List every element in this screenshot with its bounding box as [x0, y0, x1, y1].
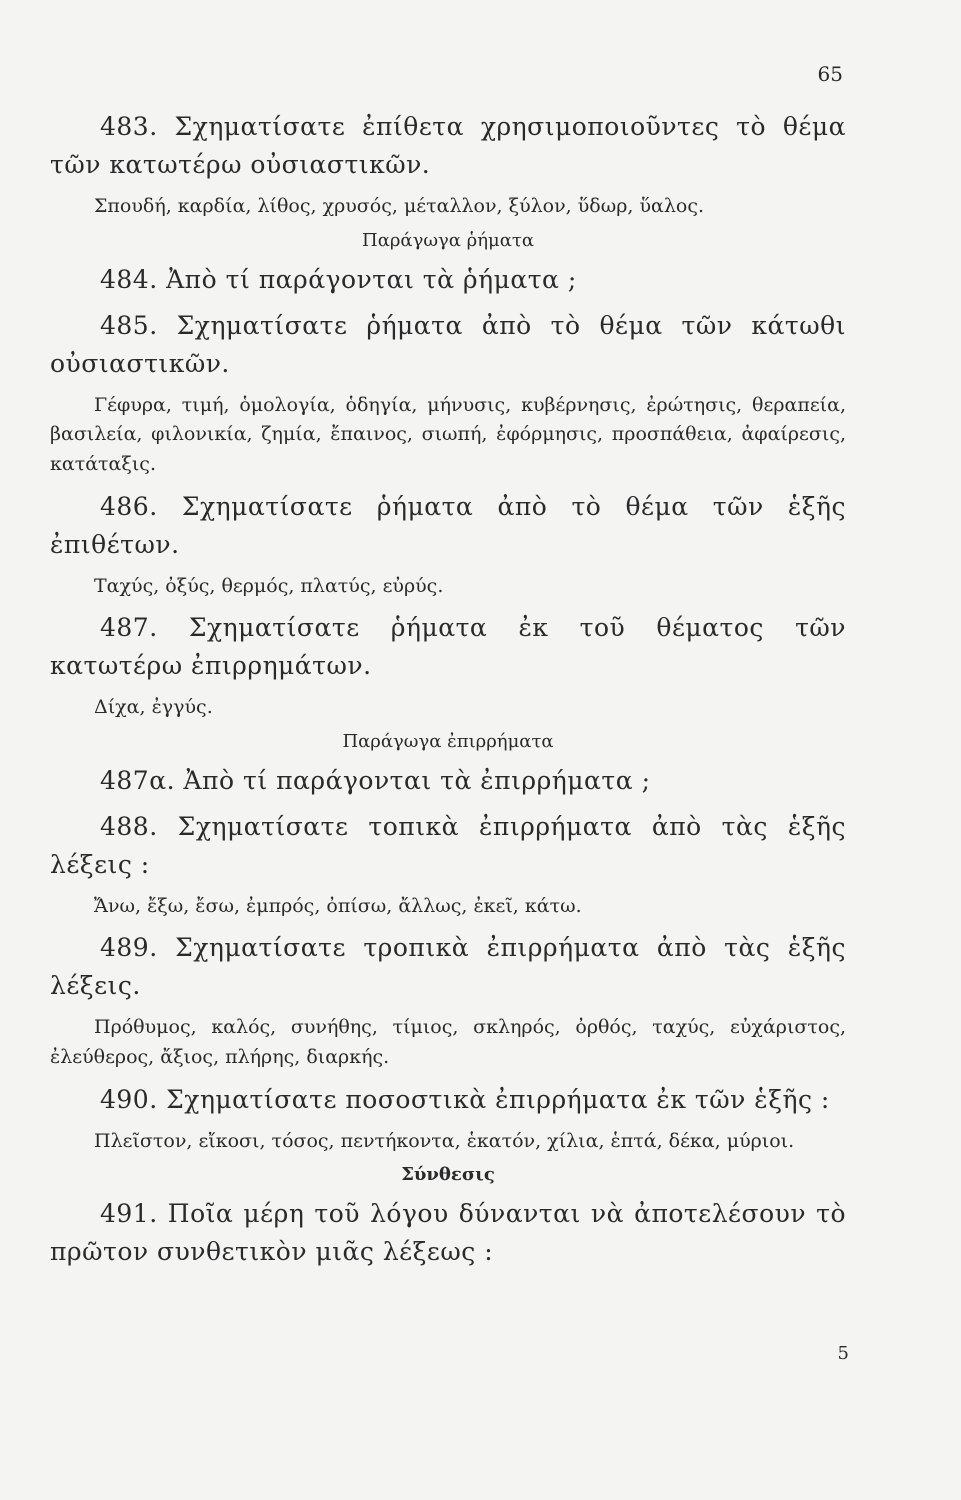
word-list-text: Γέφυρα, τιμή, ὁμολογία, ὁδηγία, μήνυσις, κυβέρνησις, ἐρώτησις, θεραπεία, βασιλεία, φιλονικία, ζημία, ἔπαινος, σιωπή, ἐφόρμησις, προσπάθεια, ἀφαίρεσις, κατάταξις. [50, 393, 846, 475]
exercise-487 [50, 609, 846, 685]
exercise-485 [50, 307, 846, 383]
word-list-486 [50, 572, 846, 602]
exercise-487a [50, 762, 846, 800]
section-heading-adverbs: Παράγωγα ἐπιρρήματα [342, 730, 554, 752]
exercise-text: Σχηματίσατε τοπικὰ ἐπιρρήματα ἀπὸ τὰς ἑξῆς λέξεις : [50, 811, 846, 879]
exercise-number: 483. [100, 112, 158, 141]
exercise-number: 490. [100, 1084, 158, 1114]
exercise-text: Ἀπὸ τί παράγονται τὰ ἐπιρρήματα ; [183, 765, 651, 795]
section-heading-composition: Σύνθεσις [401, 1164, 495, 1186]
exercise-text: Ἀπὸ τί παράγονται τὰ ῥήματα ; [166, 264, 577, 294]
word-list-text: Ἄνω, ἔξω, ἔσω, ἐμπρός, ὀπίσω, ἄλλως, ἐκεῖ, κάτω. [94, 894, 582, 917]
exercise-490 [50, 1081, 846, 1119]
word-list-487 [50, 693, 846, 723]
exercise-number: 486. [100, 491, 158, 521]
word-list-text: Σπουδή, καρδία, λίθος, χρυσός, μέταλλον, ξύλον, ὕδωρ, ὕαλος. [94, 195, 705, 217]
page-number-bottom: 5 [837, 1343, 849, 1364]
exercise-484 [50, 261, 846, 299]
exercise-number: 487α. [100, 765, 176, 795]
word-list-488 [50, 892, 846, 922]
section-heading-verbs: Παράγωγα ῥήματα [362, 229, 534, 251]
word-list-text: Ταχύς, ὀξύς, θερμός, πλατύς, εὐρύς. [94, 574, 444, 597]
exercise-number: 484. [100, 264, 158, 294]
exercise-text: Σχηματίσατε ἐπίθετα χρησιμοποιοῦντες τὸ θέμα τῶν κατωτέρω οὐσιαστικῶν. [50, 112, 846, 179]
word-list-text: Πρόθυμος, καλός, συνήθης, τίμιος, σκληρός, ὀρθός, ταχύς, εὐχάριστος, ἐλεύθερος, ἄξιος, πλήρης, διαρκής. [50, 1016, 846, 1068]
exercise-483 [50, 108, 846, 184]
exercise-486 [50, 488, 846, 564]
word-list-483 [50, 192, 846, 222]
exercise-text: Σχηματίσατε ῥήματα ἀπὸ τὸ θέμα τῶν κάτωθι οὐσιαστικῶν. [50, 310, 846, 378]
exercise-489 [50, 929, 846, 1005]
exercise-text: Σχηματίσατε τροπικὰ ἐπιρρήματα ἀπὸ τὰς ἑξῆς λέξεις. [50, 933, 846, 1001]
exercise-text: Σχηματίσατε ποσοστικὰ ἐπιρρήματα ἐκ τῶν ἑξῆς : [166, 1084, 830, 1114]
word-list-485 [50, 391, 846, 480]
exercise-number: 485. [100, 310, 158, 340]
word-list-text: Πλεῖστον, εἴκοσι, τόσος, πεντήκοντα, ἑκατόν, χίλια, ἑπτά, δέκα, μύριοι. [94, 1129, 795, 1152]
word-list-489 [50, 1013, 846, 1072]
exercise-491 [50, 1195, 846, 1271]
exercise-text: Σχηματίσατε ῥήματα ἐκ τοῦ θέματος τῶν κατωτέρω ἐπιρρημάτων. [50, 613, 846, 681]
exercise-text: Σχηματίσατε ῥήματα ἀπὸ τὸ θέμα τῶν ἑξῆς ἐπιθέτων. [50, 491, 846, 559]
exercise-number: 487. [100, 613, 158, 643]
page-number-top: 65 [817, 62, 843, 86]
exercise-number: 489. [100, 933, 158, 963]
word-list-text: Δίχα, ἐγγύς. [94, 696, 213, 719]
word-list-490 [50, 1127, 846, 1157]
exercise-number: 491. [100, 1199, 158, 1229]
exercise-488 [50, 808, 846, 884]
exercise-number: 488. [100, 811, 158, 841]
page-content [50, 108, 846, 1279]
exercise-text: Ποῖα μέρη τοῦ λόγου δύνανται νὰ ἀποτελέσουν τὸ πρῶτον συνθετικὸν μιᾶς λέξεως : [50, 1199, 846, 1267]
